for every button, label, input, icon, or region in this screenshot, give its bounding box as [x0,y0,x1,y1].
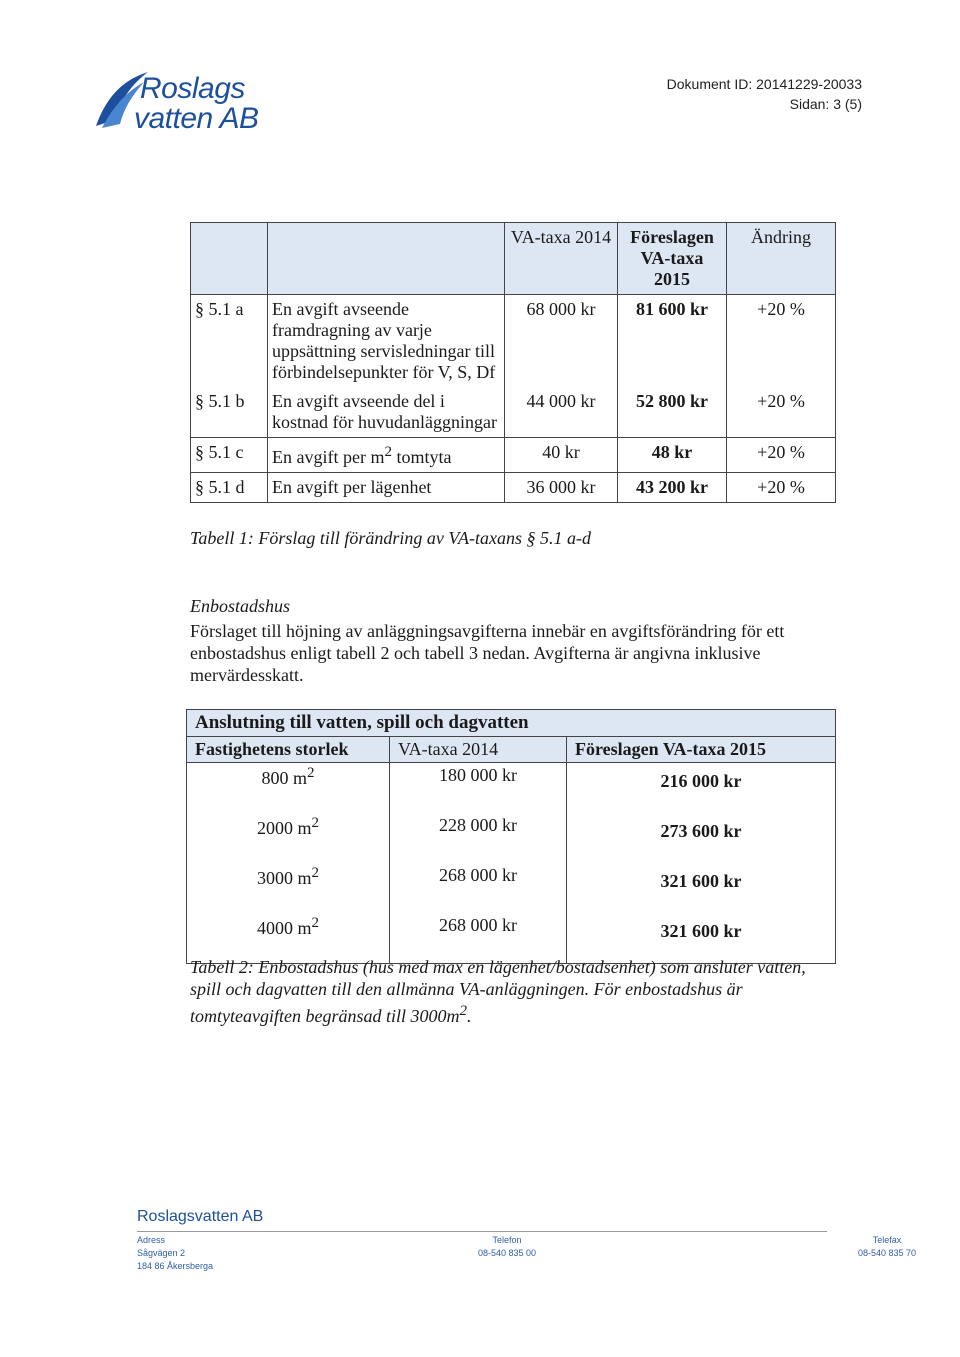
document-info [667,74,862,114]
superscript: 2 [384,444,392,460]
section-ref: § 5.1 a [191,295,268,388]
logo-text-line1: Roslags [140,72,245,105]
phone-number: 08-540 835 00 [478,1248,537,1258]
footer-phone [478,1234,536,1260]
footer-company-name: Roslagsvatten AB [137,1208,264,1225]
address-label: Adress [137,1235,166,1245]
property-size-value: 3000 m [256,868,312,888]
superscript: 2 [311,865,319,881]
old-fee: 180 000 kr [390,763,567,814]
old-fee: 228 000 kr [390,813,567,863]
old-fee: 36 000 kr [505,473,618,503]
fee-description [268,438,505,473]
fee-change: +20 % [727,387,836,438]
document-id: Dokument ID: 20141229-20033 [666,76,862,92]
header-cell [191,223,268,295]
table-title-row [187,710,836,737]
footer-divider [137,1231,827,1232]
new-fee: 48 kr [618,438,727,473]
old-fee: 68 000 kr [505,295,618,388]
fee-change: +20 % [727,473,836,503]
table-header-row [191,223,836,295]
fax-number: 08-540 835 70 [858,1248,917,1258]
fee-change-table [190,222,836,503]
address-line1: Sågvägen 2 [137,1248,186,1258]
superscript: 2 [459,1003,467,1019]
caption-end: . [466,1006,472,1026]
header-va-taxa-2014: VA-taxa 2014 [390,737,567,763]
fee-description: En avgift per lägenhet [268,473,505,503]
old-fee: 44 000 kr [505,387,618,438]
old-fee: 40 kr [505,438,618,473]
connection-fee-table [186,709,836,964]
section-paragraph: Förslaget till höjning av anläggningsavgifterna innebär en avgiftsförändring för ett enbostadshus enligt tabell 2 och tabell 3 nedan. Avgifterna är angivna inklusive mervärdesskatt. [190,621,785,685]
header-va-taxa-2014: VA-taxa 2014 [505,223,618,295]
phone-label: Telefon [492,1235,522,1245]
table-row [187,813,836,863]
property-size [187,763,390,814]
table1-caption: Tabell 1: Förslag till förändring av VA-taxans § 5.1 a-d [190,528,591,548]
property-size-value: 4000 m [256,918,312,938]
section-ref: § 5.1 d [191,473,268,503]
new-fee: 321 600 kr [567,863,836,913]
header-change: Ändring [727,223,836,295]
company-logo [92,68,282,138]
new-fee: 52 800 kr [618,387,727,438]
property-size [187,813,390,863]
new-fee: 216 000 kr [567,763,836,814]
fee-change: +20 % [727,438,836,473]
table2-caption-text: Tabell 2: Enbostadshus (hus med max en lägenhet/bostadsenhet) som ansluter vatten, spill och dagvatten till den allmänna VA-anläggningen. För enbostadshus är tomtyteavgiften begränsad till 3000m [190,957,806,1026]
section-ref: § 5.1 c [191,438,268,473]
address-line2: 184 86 Åkersberga [137,1261,214,1271]
footer-fax [858,1234,916,1260]
old-fee: 268 000 kr [390,863,567,913]
header-cell [268,223,505,295]
page-number: Sidan: 3 (5) [789,96,862,112]
old-fee: 268 000 kr [390,913,567,964]
footer-address [137,1234,213,1273]
new-fee: 273 600 kr [567,813,836,863]
logo-text-line2: vatten AB [134,102,259,135]
header-proposed-2015: Föreslagen VA-taxa 2015 [618,223,727,295]
superscript: 2 [311,915,319,931]
fee-change: +20 % [727,295,836,388]
superscript: 2 [307,765,315,781]
fax-label: Telefax [872,1235,902,1245]
new-fee: 43 200 kr [618,473,727,503]
fee-description-text: En avgift per m [272,447,385,467]
header-property-size: Fastighetens storlek [187,737,390,763]
section-ref: § 5.1 b [191,387,268,438]
table-title: Anslutning till vatten, spill och dagvatten [187,710,836,737]
fee-description: En avgift avseende del i kostnad för huvudanläggningar [268,387,505,438]
property-size [187,863,390,913]
table-row [191,387,836,438]
table-row [187,863,836,913]
table2-caption [190,956,830,1027]
table-row [187,763,836,814]
fee-description-suffix: tomtyta [391,447,452,467]
table-row [191,438,836,473]
property-size-value: 800 m [261,768,307,788]
fee-description: En avgift avseende framdragning av varje uppsättning servisledningar till förbindelsepunkter för V, S, Df [268,295,505,388]
new-fee: 81 600 kr [618,295,727,388]
section-heading: Enbostadshus [190,596,291,616]
header-proposed-2015: Föreslagen VA-taxa 2015 [567,737,836,763]
table-row [191,473,836,503]
new-fee: 321 600 kr [567,913,836,964]
table-row [191,295,836,388]
superscript: 2 [311,815,319,831]
table-header-row [187,737,836,763]
property-size-value: 2000 m [256,818,312,838]
